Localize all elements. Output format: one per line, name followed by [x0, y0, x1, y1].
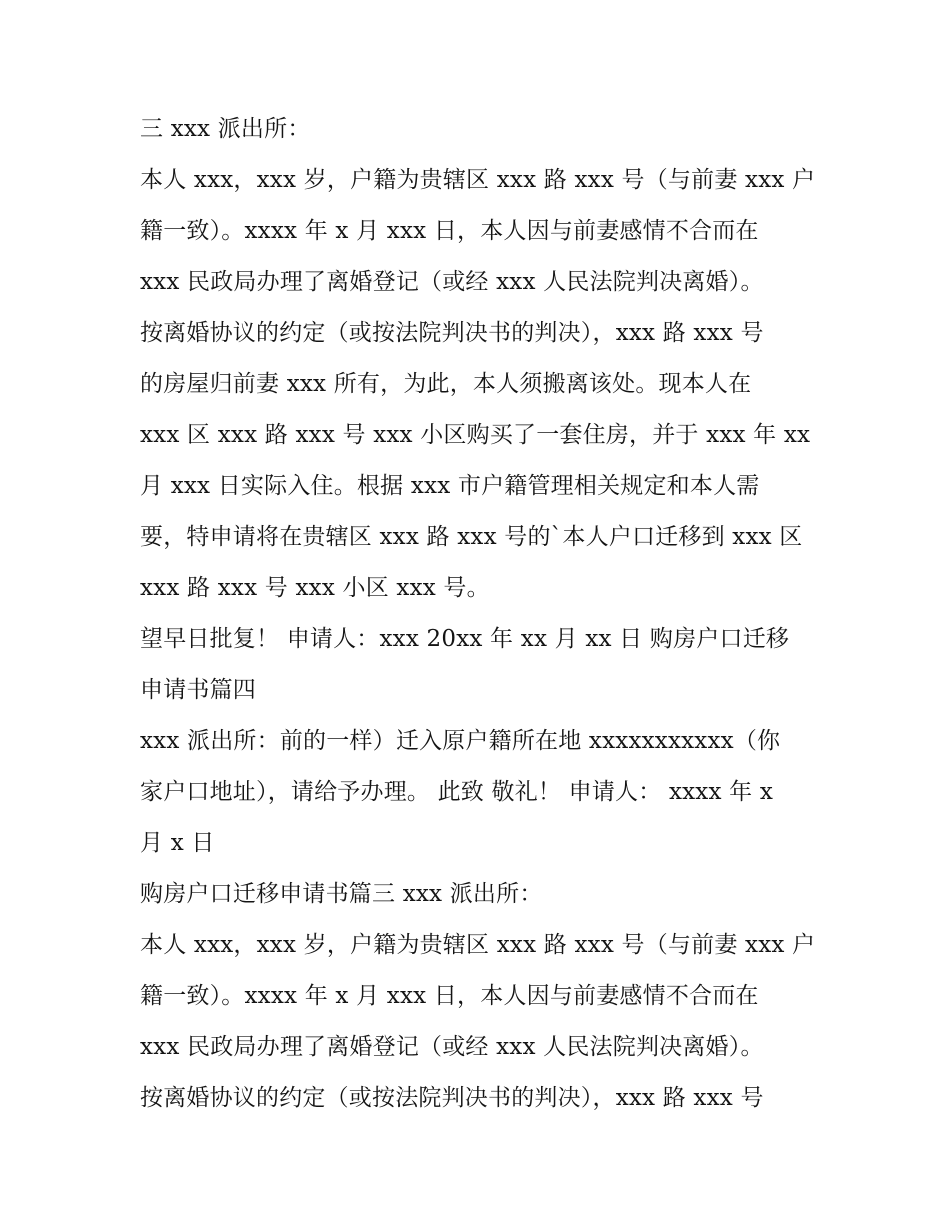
text-line: 三 xxx 派出所：: [140, 116, 311, 142]
text-line: 申请书篇四: [140, 677, 256, 703]
text-line: 望早日批复！ 申请人：xxx 20xx 年 xx 月 xx 日 购房户口迁移: [140, 626, 790, 652]
text-line: 本人 xxx，xxx 岁，户籍为贵辖区 xxx 路 xxx 号（与前妻 xxx 户: [140, 167, 816, 193]
text-line: 家户口地址），请给予办理。 此致 敬礼！ 申请人： xxxx 年 x: [140, 779, 774, 805]
text-line: 的房屋归前妻 xxx 所有，为此，本人须搬离该处。现本人在: [140, 371, 752, 397]
text-line: xxx 民政局办理了离婚登记（或经 xxx 人民法院判决离婚）。: [140, 1034, 764, 1060]
text-line: xxx 区 xxx 路 xxx 号 xxx 小区购买了一套住房，并于 xxx 年 xx: [140, 422, 811, 448]
text-line: 籍一致）。xxxx 年 x 月 xxx 日，本人因与前妻感情不合而在: [140, 218, 759, 244]
text-line: 按离婚协议的约定（或按法院判决书的判决），xxx 路 xxx 号: [140, 1085, 764, 1111]
text-line: 月 xxx 日实际入住。根据 xxx 市户籍管理相关规定和本人需: [140, 473, 760, 499]
text-line: xxx 民政局办理了离婚登记（或经 xxx 人民法院判决离婚）。: [140, 269, 764, 295]
document-body: [140, 104, 820, 1124]
text-line: 按离婚协议的约定（或按法院判决书的判决），xxx 路 xxx 号: [140, 320, 764, 346]
text-line: 购房户口迁移申请书篇三 xxx 派出所：: [140, 881, 543, 907]
text-line: 籍一致）。xxxx 年 x 月 xxx 日，本人因与前妻感情不合而在: [140, 983, 759, 1009]
text-line: xxx 派出所：前的一样）迁入原户籍所在地 xxxxxxxxxxx（你: [140, 728, 781, 754]
text-line: 本人 xxx，xxx 岁，户籍为贵辖区 xxx 路 xxx 号（与前妻 xxx 户: [140, 932, 816, 958]
text-line: xxx 路 xxx 号 xxx 小区 xxx 号。: [140, 575, 490, 601]
text-line: 月 x 日: [140, 830, 215, 856]
text-line: 要，特申请将在贵辖区 xxx 路 xxx 号的`本人户口迁移到 xxx 区: [140, 524, 803, 550]
